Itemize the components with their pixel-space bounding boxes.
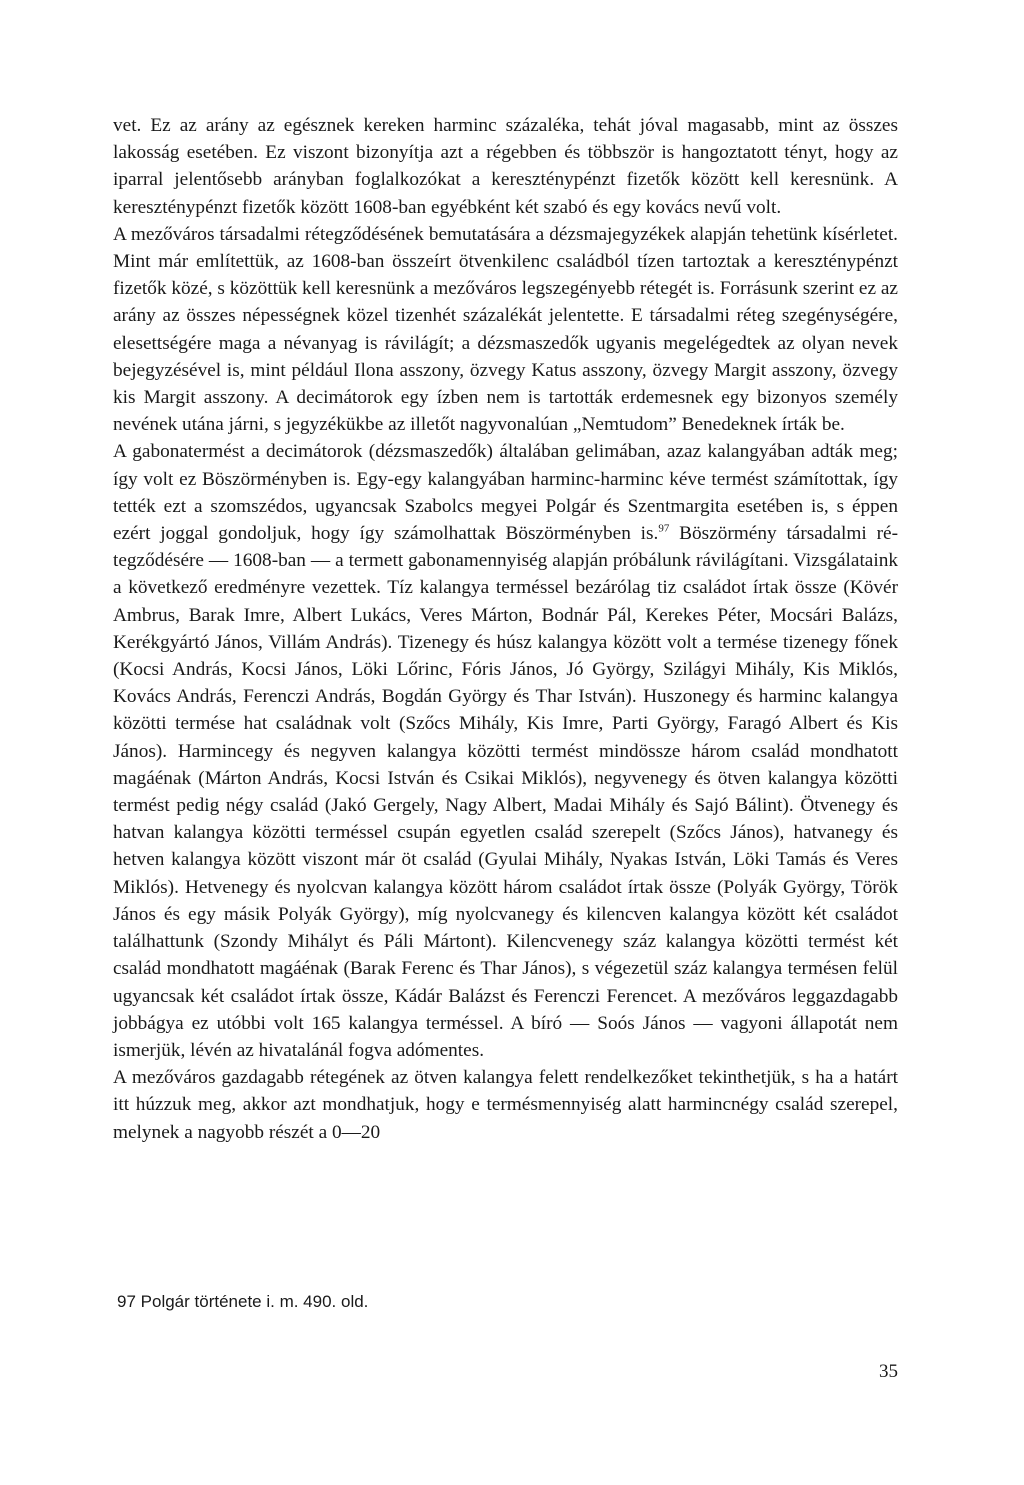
paragraph-3-part-a: A gabonatermést a decimátorok (dézsmaszedők) általában gelimában, azaz kalangyában adták meg; így volt ez Böszörményben is. Egy-egy kalangyában harminc-harminc kéve termést számítottak, így tették ezt a szomszédos, ugyancsak Szabolcs megyei Polgár és Szentmargita esetében is, s éppen ezért joggal gondoljuk, hogy így számolhattak Böszörményben is. [113,441,898,545]
paragraph-4: A mezőváros gazdagabb rétegének az ötven kalangya felett rendelkezőket tekinthetjük, s ha a határt itt húzzuk meg, akkor azt mondhatjuk, hogy e termésmennyiség alatt harmincnégy család szerepel, melynek a nagyobb részét a 0—20 [113,1067,898,1143]
footnote-text: Polgár története i. m. 490. old. [140,1292,369,1311]
footnote-reference: 97 [658,522,670,535]
paragraph-3 [113,438,898,1064]
paragraph-3-part-b: Böszörmény társadalmi rétegződésére — 1608-ban — a termett gabonamennyiség alapján próbálunk rávilágítani. Vizsgálataink a következő eredményre vezettek. Tíz kalangya terméssel bezárólag tiz családot írtak össze (Kövér Ambrus, Barak Imre, Albert Lukács, Veres Márton, Bodnár Pál, Kerekes Péter, Mocsári Balázs, Kerékgyártó János, Villám András). Tizenegy és húsz kalangya között volt a termése tizenegy főnek (Kocsi András, Kocsi János, Löki Lőrinc, Fóris János, Jó György, Szilágyi Mihály, Kis Miklós, Kovács András, Ferenczi András, Bogdán György és Thar István). Huszonegy és harminc kalangya közötti termése hat családnak volt (Szőcs Mihály, Kis Imre, Parti György, Faragó Albert és Kis János). Harmincegy és negyven kalangya közötti termést mindössze három család mondhatott magáénak (Márton András, Kocsi István és Csikai Miklós), negyvenegy és ötven kalangya közötti termést pedig négy család (Jakó Gergely, Nagy Albert, Madai Mihály és Sajó Bálint). Ötvenegy és hatvan kalangya közötti terméssel csupán egyetlen család szerepelt (Szőcs János), hatvanegy és hetven kalangya között viszont már öt család (Gyulai Mihály, Nyakas István, Löki Tamás és Veres Miklós). Hetvenegy és nyolcvan kalangya között három családot írtak össze (Polyák György, Török János és egy másik Polyák György), míg nyolcvanegy és kilencven kalangya között két családot találhattunk (Szondy Mihályt és Páli Mártont). Kilencvenegy száz kalangya közötti termést két család mondhatott magáénak (Barak Ferenc és Thar János), s végezetül száz kalangya termésen felül ugyancsak két családot írtak össze, Kádár Balázst és Ferenczi Ferencet. A mezőváros leggazdagabb jobbágya ez utóbbi volt 165 kalangya terméssel. A bíró — Soós János — vagyoni állapotát nem ismerjük, lévén az hivatalánál fogva adómentes. [113,523,898,1061]
page-number: 35 [879,1361,898,1382]
page-body [113,112,898,1146]
footnote-number: 97 [117,1292,136,1311]
footnote [113,1291,898,1313]
paragraph-2: A mezőváros társadalmi rétegződésének bemutatására a dézsmajegyzékek alapján tehetünk kísérletet. Mint már említettük, az 1608-ban összeírt ötvenkilenc családból tízen tartoztak a kereszténypénzt fizetők közé, s közöttük kell keresnünk a mezőváros legszegényebb rétegét is. Forrásunk szerint ez az arány az összes népességnek közel tizenhét százalékát jelentette. E társadalmi réteg szegénységére, elesettségére maga a névanyag is rávilágít; a dézsmaszedők ugyanis megelégedtek az olyan nevek bejegyzésével is, mint például Ilona asszony, özvegy Katus asszony, özvegy Margit asszony, özvegy kis Margit asszony. A decimátorok egy ízben nem is tartották erdemesnek egy bizonyos személy nevének utána járni, s jegyzékükbe az illetőt nagyvonalúan „Nemtudom” Benedeknek írták be. [113,223,898,436]
paragraph-1: vet. Ez az arány az egésznek kereken harminc százaléka, tehát jóval magasabb, mint az összes lakosság esetében. Ez viszont bizonyítja azt a régebben és többször is hangoztatott tényt, hogy az iparral jelentősebb arányban foglalkozókat a kereszténypénzt fizetők között kell keresnünk. A kereszténypénzt fizetők között 1608-ban egyébként két szabó és egy kovács nevű volt. [113,115,898,218]
